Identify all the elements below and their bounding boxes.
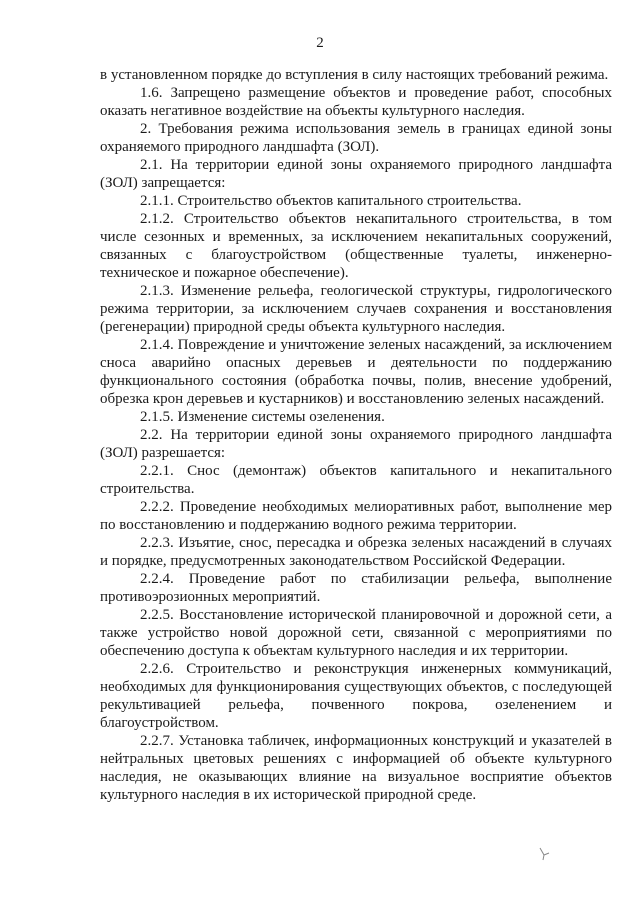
paragraph: 2.1.1. Строительство объектов капитального строительства.	[140, 193, 522, 209]
paragraph: 2. Требования режима использования земель в границах единой зоны охраняемого природного ландшафта (ЗОЛ).	[100, 121, 612, 155]
paragraph: 2.2.5. Восстановление исторической планировочной и дорожной сети, а также устройство новой дорожной сети, связанной с мероприятиями по обеспечению доступа к объектам культурного наследия и их территории.	[100, 607, 612, 659]
paragraph: в установленном порядке до вступления в силу настоящих требований режима.	[100, 67, 609, 83]
paragraph: 1.6. Запрещено размещение объектов и проведение работ, способных оказать негативное воздействие на объекты культурного наследия.	[100, 85, 612, 119]
paragraph: 2.1.3. Изменение рельефа, геологической структуры, гидрологического режима территории, за исключением случаев сохранения и восстановления (регенерации) природной среды объекта культурного наследия.	[100, 283, 612, 335]
document-body	[100, 66, 612, 804]
paragraph: 2.2.3. Изъятие, снос, пересадка и обрезка зеленых насаждений в случаях и порядке, предусмотренных законодательством Российской Федерации.	[100, 535, 612, 569]
scan-mark	[538, 846, 552, 862]
page-number: 2	[316, 35, 324, 51]
paragraph: 2.2.4. Проведение работ по стабилизации рельефа, выполнение противоэрозионных мероприятий.	[100, 571, 612, 605]
paragraph: 2.2.2. Проведение необходимых мелиоративных работ, выполнение мер по восстановлению и поддержанию водного режима территории.	[100, 499, 612, 533]
paragraph: 2.2.7. Установка табличек, информационных конструкций и указателей в нейтральных цветовых решениях с информацией об объекте культурного наследия, не оказывающих влияние на визуальное восприятие объектов культурного наследия в их исторической природной среде.	[100, 733, 612, 803]
paragraph: 2.1.5. Изменение системы озеленения.	[140, 409, 385, 425]
paragraph: 2.1.4. Повреждение и уничтожение зеленых насаждений, за исключением сноса аварийно опасных деревьев и деятельности по поддержанию функционального состояния (обработка почвы, полив, внесение удобрений, обрезка крон деревьев и кустарников) и восстановлению зеленых насаждений.	[100, 337, 612, 407]
paragraph: 2.1.2. Строительство объектов некапитального строительства, в том числе сезонных и временных, за исключением некапитальных сооружений, связанных с благоустройством (общественные туалеты, инженерно-техническое и пожарное обеспечение).	[100, 211, 612, 281]
paragraph: 2.2. На территории единой зоны охраняемого природного ландшафта (ЗОЛ) разрешается:	[100, 427, 612, 461]
paragraph: 2.2.1. Снос (демонтаж) объектов капитального и некапитального строительства.	[100, 463, 612, 497]
paragraph: 2.2.6. Строительство и реконструкция инженерных коммуникаций, необходимых для функционирования существующих объектов, с последующей рекультивацией рельефа, почвенного покрова, озеленением и благоустройством.	[100, 661, 612, 731]
paragraph: 2.1. На территории единой зоны охраняемого природного ландшафта (ЗОЛ) запрещается:	[100, 157, 612, 191]
